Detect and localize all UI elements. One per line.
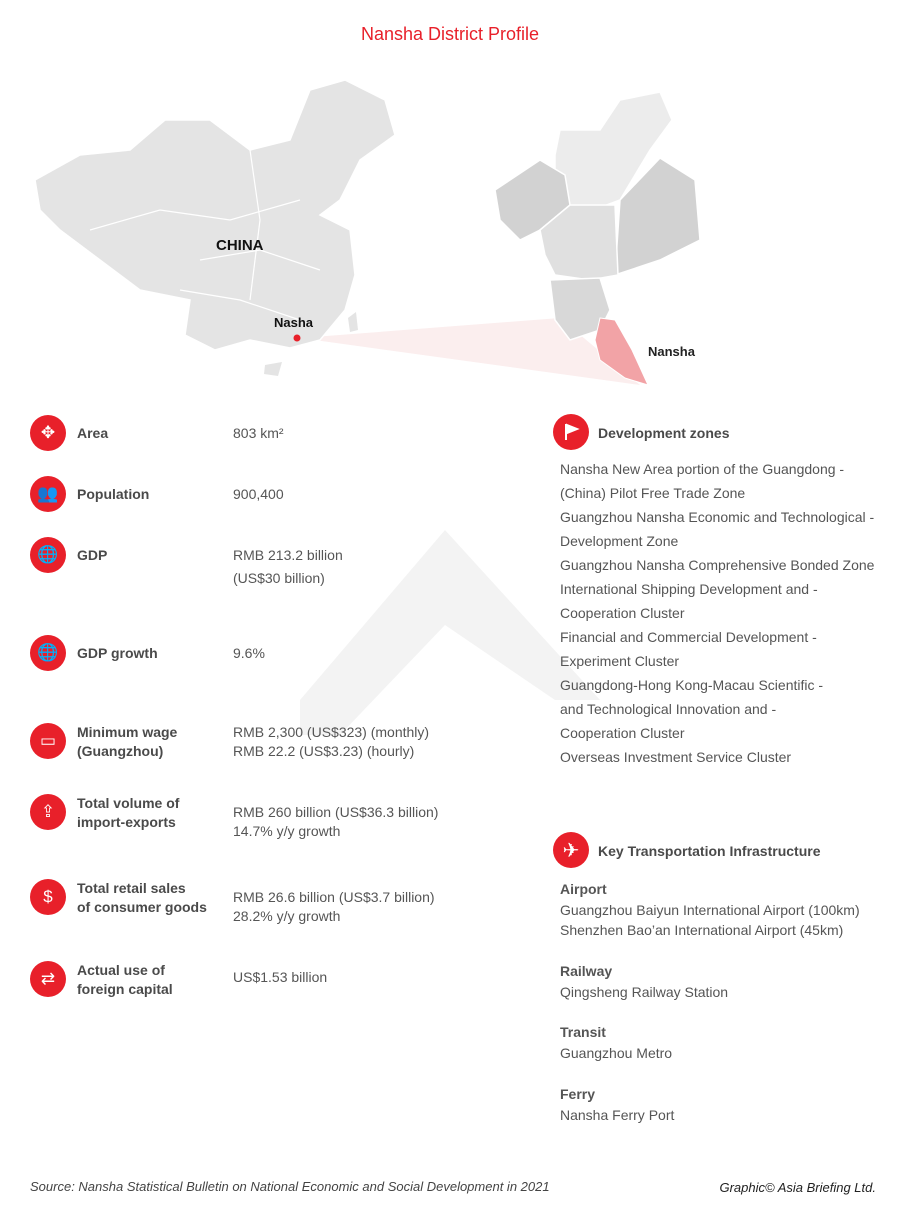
credit: Graphic© Asia Briefing Ltd.: [719, 1180, 876, 1195]
stat-label: of consumer goods: [77, 899, 207, 915]
airplane-icon: ✈: [553, 832, 589, 868]
stat-label: GDP growth: [77, 645, 158, 661]
transport-category: Airport: [560, 881, 607, 897]
upload-icon: ⇪: [30, 794, 66, 830]
hainan-island: [264, 362, 282, 376]
taiwan-island: [348, 312, 358, 332]
nansha-label: Nansha: [648, 344, 695, 359]
stat-label: Population: [77, 486, 150, 502]
stat-value: RMB 26.6 billion (US$3.7 billion): [233, 889, 435, 905]
transport-item: Shenzhen Bao’an International Airport (45km): [560, 922, 844, 938]
development-zone-line: Development Zone: [560, 533, 679, 549]
transport-item: Guangzhou Baiyun International Airport (100km): [560, 902, 860, 918]
transport-heading: Key Transportation Infrastructure: [598, 843, 821, 859]
stat-value: RMB 260 billion (US$36.3 billion): [233, 804, 439, 820]
china-label: CHINA: [216, 237, 264, 254]
nasha-label: Nasha: [274, 315, 314, 330]
development-heading: Development zones: [598, 425, 730, 441]
stat-label: Total retail sales: [77, 880, 186, 896]
page-title: Nansha District Profile: [360, 24, 540, 44]
stat-value: 803 km²: [233, 425, 284, 441]
transport-item: Nansha Ferry Port: [560, 1107, 675, 1123]
transport-item: Qingsheng Railway Station: [560, 984, 729, 1000]
stat-label: Total volume of: [77, 795, 180, 811]
development-zone-line: Cooperation Cluster: [560, 605, 685, 621]
development-zone-line: Nansha New Area portion of the Guangdong -: [560, 461, 845, 477]
stat-value: RMB 2,300 (US$323) (monthly): [233, 724, 430, 740]
development-zone-line: (China) Pilot Free Trade Zone: [560, 485, 746, 501]
development-zone-line: Cooperation Cluster: [560, 725, 685, 741]
development-zone-line: and Technological Innovation and -: [560, 701, 777, 717]
globe-icon: 🌐: [30, 635, 66, 671]
stat-label: Area: [77, 425, 109, 441]
development-zone-line: International Shipping Development and -: [560, 581, 818, 597]
stat-label: foreign capital: [77, 981, 173, 997]
source-note: Source: Nansha Statistical Bulletin on National Economic and Social Development in 2021: [30, 1179, 550, 1194]
development-zone-line: Financial and Commercial Development -: [560, 629, 817, 645]
stat-label: (Guangzhou): [77, 743, 164, 759]
development-zone-line: Guangdong-Hong Kong-Macau Scientific -: [560, 677, 824, 693]
development-zone-line: Overseas Investment Service Cluster: [560, 749, 792, 765]
transport-category: Railway: [560, 963, 613, 979]
stat-value: RMB 22.2 (US$3.23) (hourly): [233, 743, 415, 759]
stat-value: 900,400: [233, 486, 284, 502]
stat-label: Minimum wage: [77, 724, 178, 740]
arrows-icon: ✥: [30, 415, 66, 451]
flag-icon: [553, 414, 589, 450]
stat-value: 9.6%: [233, 645, 265, 661]
stat-value: (US$30 billion): [233, 570, 325, 586]
stat-label: Actual use of: [77, 962, 165, 978]
money-icon: ▭: [30, 723, 66, 759]
currency-exchange-icon: ⇄: [30, 961, 66, 997]
watermark-logo: [300, 530, 600, 735]
development-zone-line: Experiment Cluster: [560, 653, 680, 669]
transport-item: Guangzhou Metro: [560, 1045, 673, 1061]
development-zone-line: Guangzhou Nansha Comprehensive Bonded Zone: [560, 557, 875, 573]
development-zone-line: Guangzhou Nansha Economic and Technological -: [560, 509, 875, 525]
stat-value: US$1.53 billion: [233, 969, 328, 985]
china-map: [35, 80, 395, 350]
stat-value: RMB 213.2 billion: [233, 547, 343, 563]
stat-label: GDP: [77, 547, 108, 563]
transport-category: Ferry: [560, 1086, 596, 1102]
stat-value: 28.2% y/y growth: [233, 908, 341, 924]
nasha-dot: [294, 335, 301, 342]
stat-value: 14.7% y/y growth: [233, 823, 341, 839]
globe-icon: 🌐: [30, 537, 66, 573]
people-icon: 👥: [30, 476, 66, 512]
stat-label: import-exports: [77, 814, 176, 830]
transport-category: Transit: [560, 1024, 606, 1040]
money-bag-icon: $: [30, 879, 66, 915]
